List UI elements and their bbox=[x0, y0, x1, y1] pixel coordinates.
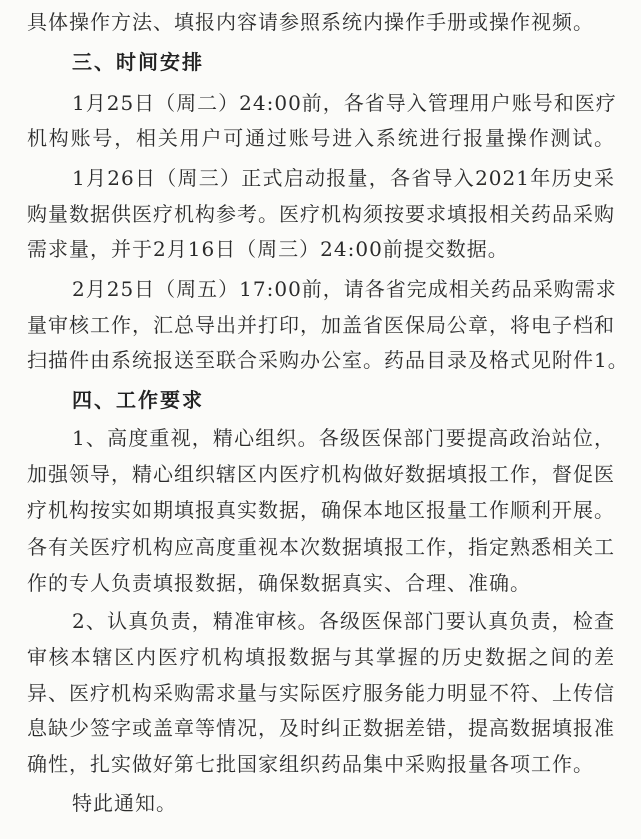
paragraph-line: 异、医疗机构采购需求量与实际医疗服务能力明显不符、上传信 bbox=[27, 681, 615, 705]
paragraph-line: 加强领导，精心组织辖区内医疗机构做好数据填报工作，督促医 bbox=[27, 462, 615, 486]
paragraph-line: 疗机构按实如期填报真实数据，确保本地区报量工作顺利开展。 bbox=[27, 498, 615, 522]
paragraph-line: 1月25日（周二）24:00前，各省导入管理用户账号和医疗 bbox=[72, 91, 617, 115]
paragraph-line: 1、高度重视，精心组织。各级医保部门要提高政治站位， bbox=[72, 426, 615, 450]
paragraph-line: 机构账号，相关用户可通过账号进入系统进行报量操作测试。 bbox=[27, 126, 615, 150]
paragraph-line: 具体操作方法、填报内容请参照系统内操作手册或操作视频。 bbox=[27, 10, 594, 34]
paragraph-line: 1月26日（周三）正式启动报量，各省导入2021年历史采 bbox=[72, 166, 615, 190]
section-heading-requirements: 四、工作要求 bbox=[72, 388, 204, 412]
closing-line: 特此通知。 bbox=[72, 791, 177, 815]
paragraph-line: 量审核工作，汇总导出并打印，加盖省医保局公章，将电子档和 bbox=[27, 313, 615, 337]
paragraph-line: 作的专人负责填报数据，确保数据真实、合理、准确。 bbox=[27, 571, 531, 595]
paragraph-line: 确性，扎实做好第七批国家组织药品集中采购报量各项工作。 bbox=[27, 752, 594, 776]
section-heading-schedule: 三、时间安排 bbox=[72, 50, 204, 74]
paragraph-line: 息缺少签字或盖章等情况，及时纠正数据差错，提高数据填报准 bbox=[27, 716, 615, 740]
paragraph-line: 扫描件由系统报送至联合采购办公室。药品目录及格式见附件1。 bbox=[27, 348, 629, 372]
paragraph-line: 审核本辖区内医疗机构填报数据与其掌握的历史数据之间的差 bbox=[27, 645, 615, 669]
paragraph-line: 购量数据供医疗机构参考。医疗机构须按要求填报相关药品采购 bbox=[27, 202, 615, 226]
paragraph-line: 需求量，并于2月16日（周三）24:00前提交数据。 bbox=[27, 237, 509, 261]
paragraph-line: 2、认真负责，精准审核。各级医保部门要认真负责，检查 bbox=[72, 609, 615, 633]
paragraph-line: 各有关医疗机构应高度重视本次数据填报工作，指定熟悉相关工 bbox=[27, 535, 615, 559]
paragraph-line: 2月25日（周五）17:00前，请各省完成相关药品采购需求 bbox=[72, 277, 617, 301]
